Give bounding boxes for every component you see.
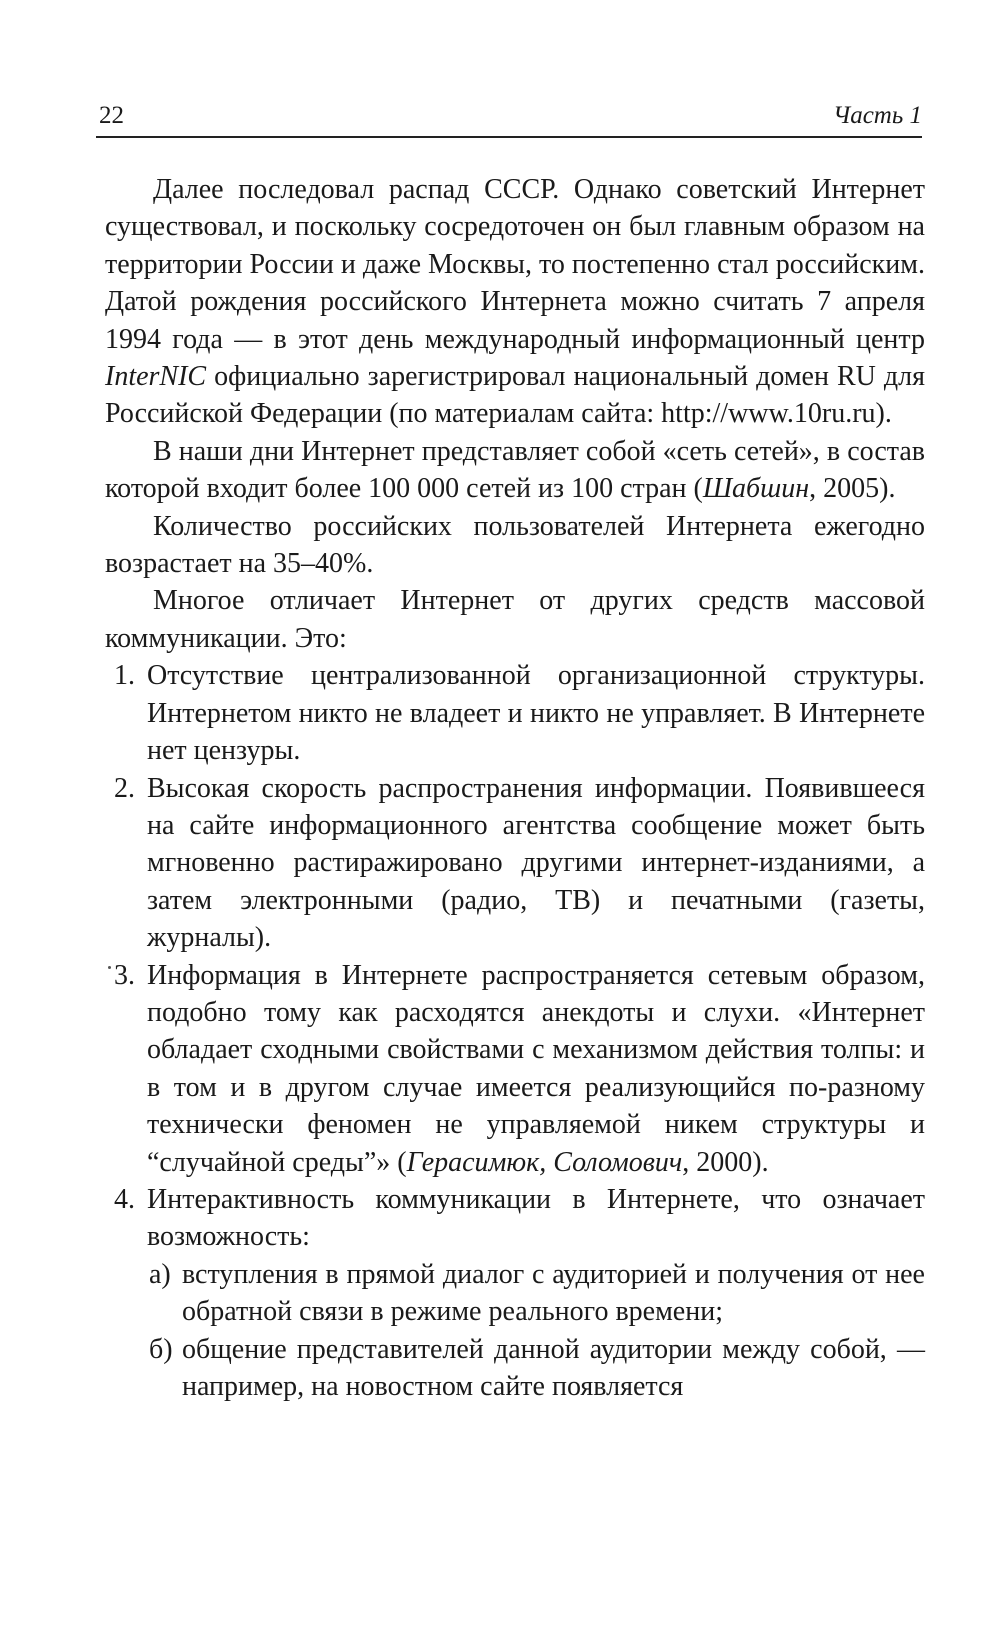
paragraph-1-text-b: официально зарегистрировал национальный домен RU для Российской Федерации (по материалам сайта: http://www.10ru.ru).	[105, 361, 925, 430]
page-header	[96, 100, 922, 138]
sub-item-b	[105, 1331, 925, 1406]
paragraph-1-italic-internic: InterNIC	[105, 361, 207, 393]
paragraph-2-text-b: , 2005).	[809, 473, 896, 505]
sub-item-a-text: вступления в прямой диалог с аудиторией и получения от нее обратной связи в режиме реального времени;	[182, 1258, 925, 1328]
list-item-2-number: 2.	[114, 772, 135, 804]
paragraph-1-text-a: Далее последовал распад СССР. Однако советский Интернет существовал, и поскольку сосредоточен он был главным образом на территории России и даже Москвы, то постепенно стал российским. Датой рождения российского Интернета можно считать 7 апреля 1994 года — в этот день международный информационный центр	[105, 174, 925, 355]
sub-item-b-text: общение представителей данной аудитории между собой, — например, на новостном сайте появляется	[182, 1333, 925, 1402]
list-item-3	[105, 957, 925, 1181]
list-item-3-number: 3.	[114, 959, 135, 991]
list-item-3-text-b: , 2000).	[682, 1146, 769, 1178]
paragraph-4: Многое отличает Интернет от других средств массовой коммуникации. Это:	[105, 585, 925, 654]
body-text	[105, 171, 925, 1405]
paragraph-2-italic-author: Шабшин	[702, 473, 810, 505]
list-item-2-text: Высокая скорость распространения информации. Появившееся на сайте информационного агентства сообщение может быть мгновенно растиражировано другими интернет-изданиями, а затем электронными (радио, ТВ) и печатными (газеты, журналы).	[147, 772, 925, 954]
print-speck	[108, 966, 111, 969]
list-item-3-text-a: Информация в Интернете распространяется сетевым образом, подобно тому как расходятся анекдоты и слухи. «Интернет обладает сходными свойствами с механизмом действия толпы: и в том и в другом случае имеется реализующийся по-разному технически феномен не управляемой никем структуры и “случайной среды”» (	[147, 959, 925, 1178]
running-head: Часть 1	[832, 102, 922, 129]
page-number: 22	[99, 102, 124, 129]
list-item-1-number: 1.	[114, 660, 135, 692]
list-item-4-text: Интерактивность коммуникации в Интернете, что означает возможность:	[147, 1183, 925, 1253]
sub-item-a-letter: а)	[149, 1258, 171, 1290]
paragraph-2	[105, 433, 925, 508]
sub-item-b-letter: б)	[149, 1333, 173, 1365]
paragraph-2-text-a: В наши дни Интернет представляет собой «сеть сетей», в состав которой входит более 100 000 сетей из 100 стран (	[105, 435, 925, 505]
list-item-1	[105, 657, 925, 769]
paragraph-1	[105, 171, 925, 433]
list-item-4-number: 4.	[114, 1183, 135, 1215]
list-item-2	[105, 770, 925, 957]
list-item-1-text: Отсутствие централизованной организационной структуры. Интернетом никто не владеет и никто не управляет. В Интернете нет цензуры.	[147, 660, 925, 767]
list-item-4	[105, 1181, 925, 1256]
paragraph-3: Количество российских пользователей Интернета ежегодно возрастает на 35–40%.	[105, 510, 925, 580]
list-item-3-italic-authors: Герасимюк, Соломович	[406, 1146, 683, 1178]
sub-item-a	[105, 1256, 925, 1331]
